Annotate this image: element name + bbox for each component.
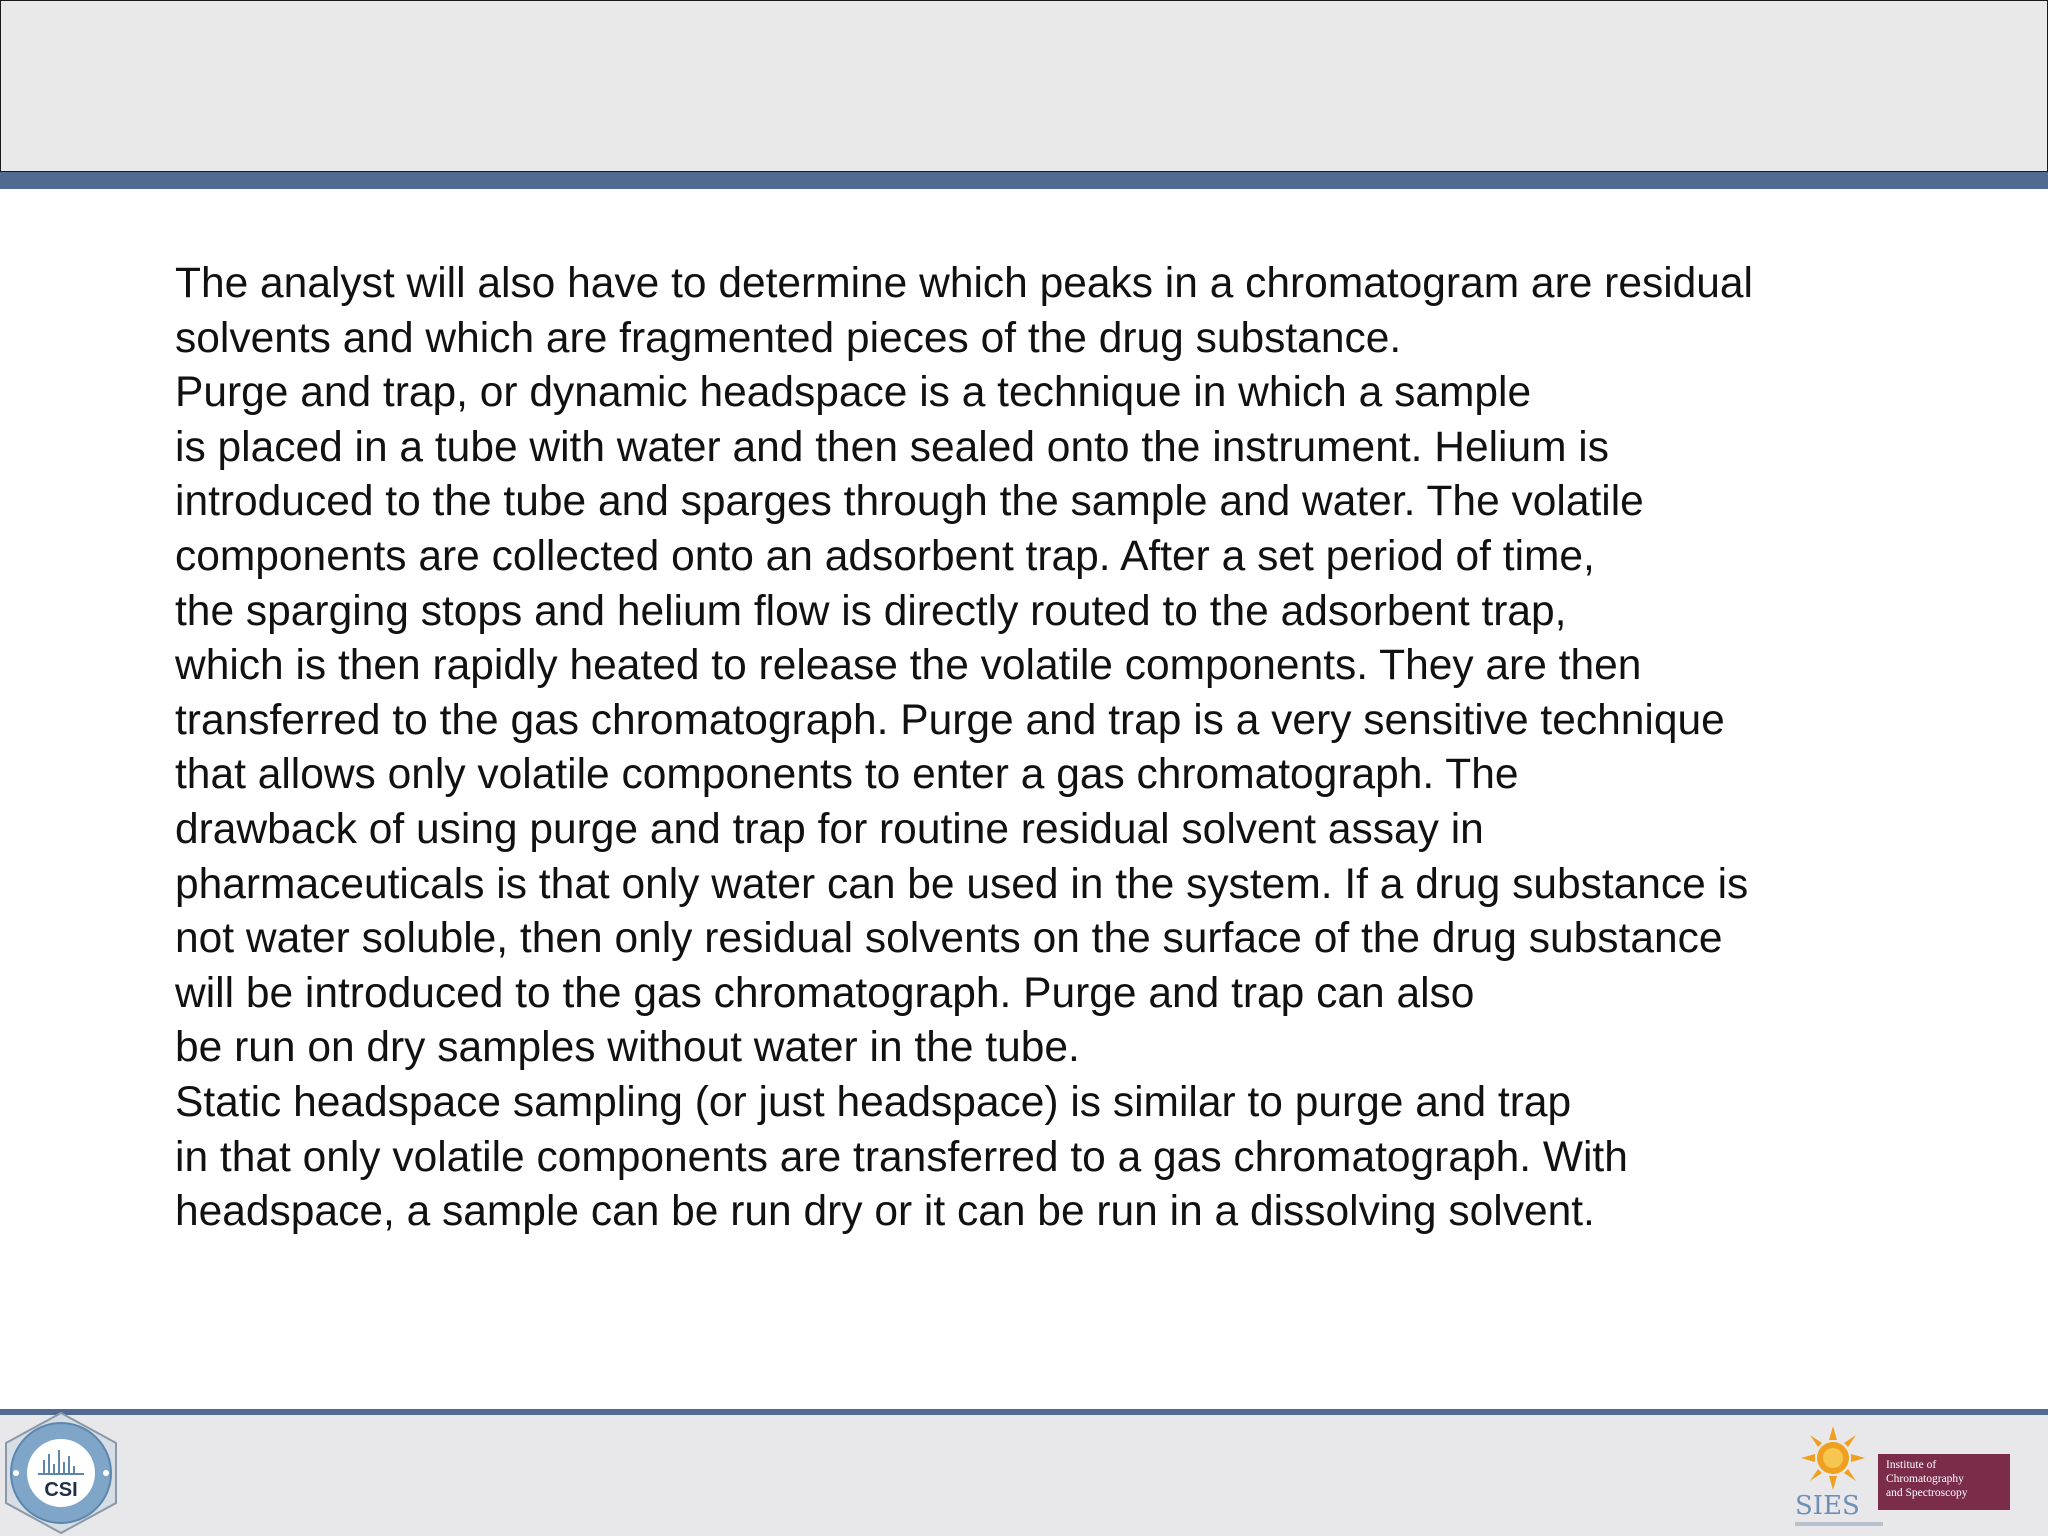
- institute-line: Institute of: [1886, 1459, 1937, 1471]
- body-line: which is then rapidly heated to release the volatile components. They are then: [175, 642, 1642, 690]
- sies-institute-logo: [1793, 1418, 2043, 1534]
- body-line: Static headspace sampling (or just headspace) is similar to purge and trap: [175, 1078, 1572, 1126]
- body-line: that allows only volatile components to enter a gas chromatograph. The: [175, 751, 1519, 799]
- body-line: will be introduced to the gas chromatograph. Purge and trap can also: [175, 969, 1475, 1017]
- body-line: transferred to the gas chromatograph. Purge and trap is a very sensitive technique: [175, 696, 1725, 744]
- body-line: be run on dry samples without water in the tube.: [175, 1024, 1080, 1072]
- body-line: Purge and trap, or dynamic headspace is a technique in which a sample: [175, 369, 1532, 417]
- body-line: is placed in a tube with water and then sealed onto the instrument. Helium is: [175, 423, 1610, 471]
- institute-line: Chromatography: [1886, 1473, 1964, 1485]
- body-line: the sparging stops and helium flow is directly routed to the adsorbent trap,: [175, 587, 1567, 635]
- body-line: in that only volatile components are transferred to a gas chromatograph. With: [175, 1133, 1628, 1181]
- footer-band: [0, 1415, 2048, 1536]
- body-line: pharmaceuticals is that only water can be used in the system. If a drug substance is: [175, 860, 1749, 908]
- body-line: solvents and which are fragmented pieces of the drug substance.: [175, 314, 1402, 362]
- slide-body-text: [175, 257, 2025, 1240]
- header-band: [0, 0, 2048, 172]
- body-line: drawback of using purge and trap for routine residual solvent assay in: [175, 805, 1484, 853]
- sies-wordmark: SIES: [1795, 1491, 1860, 1521]
- body-line: not water soluble, then only residual solvents on the surface of the drug substance: [175, 915, 1723, 963]
- body-line: The analyst will also have to determine which peaks in a chromatogram are residual: [175, 260, 1753, 307]
- csi-logo-text: CSI: [44, 1479, 78, 1501]
- body-line: components are collected onto an adsorbent trap. After a set period of time,: [175, 532, 1595, 580]
- body-line: headspace, a sample can be run dry or it can be run in a dissolving solvent.: [175, 1188, 1595, 1236]
- csi-hexagon-logo-icon: [2, 1410, 120, 1536]
- institute-line: and Spectroscopy: [1886, 1487, 1968, 1499]
- header-stripe: [0, 172, 2048, 189]
- body-line: introduced to the tube and sparges through the sample and water. The volatile: [175, 478, 1644, 526]
- sies-sun-logo-icon: [1793, 1418, 1883, 1534]
- institute-label-box: [1878, 1454, 2010, 1510]
